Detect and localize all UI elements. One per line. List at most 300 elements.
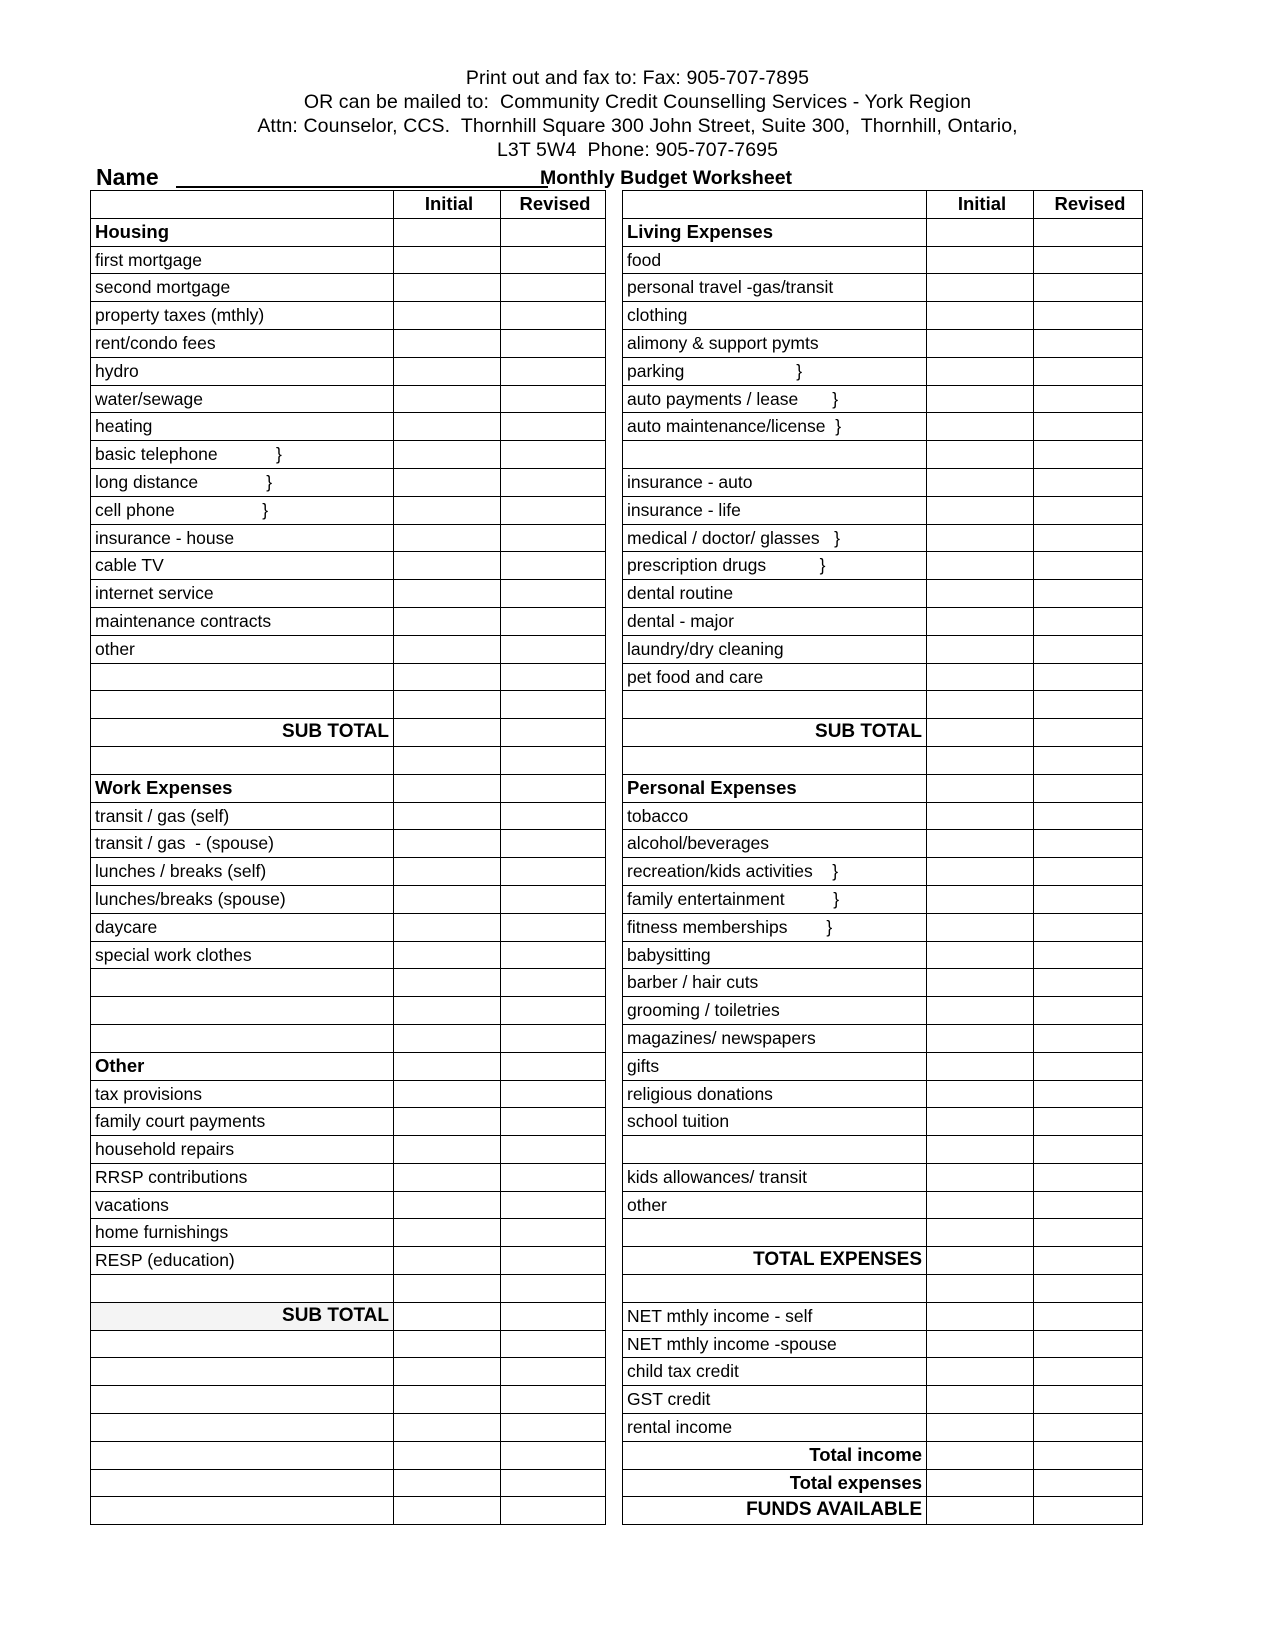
left-initial-value-cell[interactable] — [394, 496, 501, 524]
left-initial-value-cell[interactable] — [394, 1497, 501, 1525]
column-gap — [606, 691, 623, 719]
column-gap — [606, 246, 623, 274]
right-revised-value-cell[interactable] — [1034, 885, 1143, 913]
column-gap — [606, 858, 623, 886]
right-label-cell: insurance - life — [623, 496, 927, 524]
left-initial-value-cell[interactable] — [394, 246, 501, 274]
left-label-cell: SUB TOTAL — [91, 719, 394, 747]
left-initial-value-cell[interactable] — [394, 691, 501, 719]
right-revised-value-cell[interactable] — [1034, 1497, 1143, 1525]
left-initial-value-cell[interactable] — [394, 1441, 501, 1469]
right-revised-value-cell[interactable] — [1034, 663, 1143, 691]
right-initial-value-cell[interactable] — [927, 997, 1034, 1025]
column-gap — [606, 635, 623, 663]
right-revised-value-cell[interactable] — [1034, 357, 1143, 385]
left-revised-value-cell[interactable] — [501, 1247, 606, 1275]
left-revised-value-cell[interactable] — [501, 1469, 606, 1497]
right-initial-value-cell[interactable] — [927, 885, 1034, 913]
right-revised-value-cell[interactable] — [1034, 969, 1143, 997]
left-revised-value-cell[interactable] — [501, 802, 606, 830]
column-gap — [606, 1219, 623, 1247]
left-initial-value-cell[interactable] — [394, 1275, 501, 1303]
right-initial-value-cell[interactable] — [927, 913, 1034, 941]
right-revised-value-cell[interactable] — [1034, 1386, 1143, 1414]
name-and-title-row — [96, 164, 1146, 190]
left-revised-value-cell[interactable] — [501, 913, 606, 941]
left-revised-value-cell[interactable] — [501, 746, 606, 774]
left-label-cell: lunches/breaks (spouse) — [91, 885, 394, 913]
left-initial-value-cell[interactable] — [394, 1386, 501, 1414]
right-initial-value-cell[interactable] — [927, 1163, 1034, 1191]
column-gap — [606, 802, 623, 830]
right-label-cell: recreation/kids activities } — [623, 858, 927, 886]
left-label-cell: second mortgage — [91, 274, 394, 302]
left-initial-value-cell[interactable] — [394, 274, 501, 302]
left-initial-value-cell[interactable] — [394, 468, 501, 496]
left-initial-value-cell[interactable] — [394, 1163, 501, 1191]
right-revised-value-cell[interactable] — [1034, 1163, 1143, 1191]
right-initial-value-cell[interactable] — [927, 941, 1034, 969]
right-initial-value-cell[interactable] — [927, 858, 1034, 886]
left-revised-value-cell[interactable] — [501, 663, 606, 691]
left-revised-value-cell[interactable] — [501, 1080, 606, 1108]
left-label-cell: lunches / breaks (self) — [91, 858, 394, 886]
left-label-cell — [91, 1330, 394, 1358]
right-label-cell: parking } — [623, 357, 927, 385]
left-revised-value-cell[interactable] — [501, 691, 606, 719]
right-initial-value-cell[interactable] — [927, 1108, 1034, 1136]
left-label-cell — [91, 1469, 394, 1497]
right-label-cell: personal travel -gas/transit — [623, 274, 927, 302]
table-row — [91, 441, 1143, 469]
table-row — [91, 774, 1143, 802]
table-row — [91, 1163, 1143, 1191]
column-gap — [606, 1080, 623, 1108]
right-revised-value-cell[interactable] — [1034, 274, 1143, 302]
table-row — [91, 1275, 1143, 1303]
table-row — [91, 385, 1143, 413]
right-revised-value-cell[interactable] — [1034, 1247, 1143, 1275]
left-revised-value-cell[interactable] — [501, 1330, 606, 1358]
right-initial-value-cell[interactable] — [927, 524, 1034, 552]
left-label-cell — [91, 691, 394, 719]
left-revised-value-cell[interactable] — [501, 413, 606, 441]
left-revised-value-cell[interactable] — [501, 774, 606, 802]
left-initial-value-cell[interactable] — [394, 1302, 501, 1330]
right-revised-value-cell[interactable] — [1034, 1191, 1143, 1219]
left-label-cell: heating — [91, 413, 394, 441]
column-gap — [606, 1108, 623, 1136]
left-initial-value-cell[interactable] — [394, 302, 501, 330]
left-label-cell: cell phone } — [91, 496, 394, 524]
right-initial-value-cell[interactable] — [927, 774, 1034, 802]
left-initial-value-cell[interactable] — [394, 858, 501, 886]
right-label-cell: gifts — [623, 1052, 927, 1080]
right-initial-value-cell[interactable] — [927, 329, 1034, 357]
table-row — [91, 1386, 1143, 1414]
right-initial-value-cell[interactable] — [927, 1136, 1034, 1164]
left-revised-value-cell[interactable] — [501, 496, 606, 524]
table-row — [91, 357, 1143, 385]
header-line-phone: L3T 5W4 Phone: 905-707-7695 — [496, 139, 779, 161]
right-initial-value-cell[interactable] — [927, 246, 1034, 274]
left-initial-value-cell[interactable] — [394, 913, 501, 941]
right-initial-value-cell[interactable] — [927, 552, 1034, 580]
column-gap — [606, 1163, 623, 1191]
column-gap — [606, 1024, 623, 1052]
column-gap — [606, 1247, 623, 1275]
table-row — [91, 1469, 1143, 1497]
column-gap — [606, 719, 623, 747]
right-label-cell: pet food and care — [623, 663, 927, 691]
right-label-cell: insurance - auto — [623, 468, 927, 496]
right-revised-value-cell[interactable] — [1034, 1136, 1143, 1164]
left-initial-value-cell[interactable] — [394, 663, 501, 691]
left-label-cell: first mortgage — [91, 246, 394, 274]
column-gap — [606, 1302, 623, 1330]
column-gap — [606, 774, 623, 802]
column-gap — [606, 607, 623, 635]
right-revised-value-cell[interactable] — [1034, 1302, 1143, 1330]
left-initial-value-cell[interactable] — [394, 1080, 501, 1108]
right-revised-value-cell[interactable] — [1034, 246, 1143, 274]
left-initial-value-cell[interactable] — [394, 218, 501, 246]
right-revised-value-cell[interactable] — [1034, 1469, 1143, 1497]
left-label-cell: home furnishings — [91, 1219, 394, 1247]
left-revised-value-cell[interactable] — [501, 1414, 606, 1442]
right-revised-value-cell[interactable] — [1034, 385, 1143, 413]
right-label-cell: dental - major — [623, 607, 927, 635]
column-gap — [606, 1191, 623, 1219]
right-label-cell — [623, 1219, 927, 1247]
right-revised-value-cell[interactable] — [1034, 552, 1143, 580]
table-row — [91, 302, 1143, 330]
left-revised-value-cell[interactable] — [501, 552, 606, 580]
right-label-cell: NET mthly income -spouse — [623, 1330, 927, 1358]
table-row — [91, 246, 1143, 274]
right-revised-value-cell[interactable] — [1034, 1108, 1143, 1136]
left-initial-value-cell[interactable] — [394, 413, 501, 441]
right-revised-value-cell[interactable] — [1034, 719, 1143, 747]
right-label-cell: school tuition — [623, 1108, 927, 1136]
left-initial-value-cell[interactable] — [394, 1469, 501, 1497]
left-initial-value-cell[interactable] — [394, 1358, 501, 1386]
table-row — [91, 580, 1143, 608]
right-revised-value-cell[interactable] — [1034, 1024, 1143, 1052]
right-initial-value-cell[interactable] — [927, 1358, 1034, 1386]
column-gap — [606, 1386, 623, 1414]
left-revised-value-cell[interactable] — [501, 1024, 606, 1052]
table-header-row — [91, 191, 1143, 219]
right-initial-value-cell[interactable] — [927, 691, 1034, 719]
left-revised-value-cell[interactable] — [501, 830, 606, 858]
table-row — [91, 691, 1143, 719]
left-label-cell: transit / gas (self) — [91, 802, 394, 830]
table-row — [91, 468, 1143, 496]
right-initial-value-cell[interactable] — [927, 830, 1034, 858]
column-gap — [606, 663, 623, 691]
left-label-cell: SUB TOTAL — [91, 1302, 394, 1330]
left-initial-value-cell[interactable] — [394, 1330, 501, 1358]
right-initial-value-cell[interactable] — [927, 1330, 1034, 1358]
header-line-fax: Print out and fax to: Fax: 905-707-7895 — [465, 67, 810, 89]
left-initial-value-cell[interactable] — [394, 1247, 501, 1275]
left-label-cell: Work Expenses — [91, 774, 394, 802]
left-initial-value-cell[interactable] — [394, 1136, 501, 1164]
right-initial-value-cell[interactable] — [927, 274, 1034, 302]
left-revised-value-cell[interactable] — [501, 1275, 606, 1303]
column-gap — [606, 468, 623, 496]
right-label-cell: rental income — [623, 1414, 927, 1442]
right-revised-value-cell[interactable] — [1034, 218, 1143, 246]
right-initial-value-cell[interactable] — [927, 1052, 1034, 1080]
right-initial-value-cell[interactable] — [927, 413, 1034, 441]
right-label-cell: kids allowances/ transit — [623, 1163, 927, 1191]
table-row — [91, 913, 1143, 941]
left-revised-value-cell[interactable] — [501, 218, 606, 246]
right-initial-value-cell[interactable] — [927, 441, 1034, 469]
right-initial-value-cell[interactable] — [927, 719, 1034, 747]
left-label-cell: rent/condo fees — [91, 329, 394, 357]
left-revised-value-cell[interactable] — [501, 719, 606, 747]
right-initial-value-cell[interactable] — [927, 1469, 1034, 1497]
left-revised-value-cell[interactable] — [501, 1108, 606, 1136]
left-initial-value-cell[interactable] — [394, 997, 501, 1025]
left-revised-value-cell[interactable] — [501, 524, 606, 552]
table-row — [91, 830, 1143, 858]
right-initial-value-cell[interactable] — [927, 1247, 1034, 1275]
left-initial-value-cell[interactable] — [394, 830, 501, 858]
left-label-cell: Housing — [91, 218, 394, 246]
table-row — [91, 496, 1143, 524]
left-initial-value-cell[interactable] — [394, 969, 501, 997]
right-initial-value-cell[interactable] — [927, 663, 1034, 691]
right-revised-value-cell[interactable] — [1034, 1414, 1143, 1442]
right-initial-value-cell[interactable] — [927, 1441, 1034, 1469]
left-revised-value-cell[interactable] — [501, 941, 606, 969]
right-label-cell: tobacco — [623, 802, 927, 830]
column-gap — [606, 885, 623, 913]
right-initial-value-cell[interactable] — [927, 1275, 1034, 1303]
left-revised-value-cell[interactable] — [501, 1386, 606, 1414]
left-revised-value-cell[interactable] — [501, 1163, 606, 1191]
left-initial-value-cell[interactable] — [394, 580, 501, 608]
left-revised-value-cell[interactable] — [501, 580, 606, 608]
column-gap — [606, 1358, 623, 1386]
left-revised-value-cell[interactable] — [501, 1441, 606, 1469]
table-row — [91, 1052, 1143, 1080]
left-revised-value-cell[interactable] — [501, 357, 606, 385]
column-gap — [606, 830, 623, 858]
left-label-cell: basic telephone } — [91, 441, 394, 469]
right-initial-value-cell[interactable] — [927, 607, 1034, 635]
left-revised-value-cell[interactable] — [501, 858, 606, 886]
page-title: Monthly Budget Worksheet — [539, 167, 793, 189]
right-revised-value-cell[interactable] — [1034, 941, 1143, 969]
right-initial-value-cell[interactable] — [927, 1191, 1034, 1219]
right-revised-value-cell[interactable] — [1034, 468, 1143, 496]
right-label-cell: auto payments / lease } — [623, 385, 927, 413]
left-initial-value-cell[interactable] — [394, 719, 501, 747]
right-revised-value-cell[interactable] — [1034, 691, 1143, 719]
right-revised-value-cell[interactable] — [1034, 607, 1143, 635]
left-initial-value-cell[interactable] — [394, 746, 501, 774]
left-initial-value-cell[interactable] — [394, 552, 501, 580]
column-gap — [606, 1414, 623, 1442]
right-label-cell: TOTAL EXPENSES — [623, 1247, 927, 1275]
column-gap — [606, 969, 623, 997]
left-revised-value-cell[interactable] — [501, 997, 606, 1025]
right-revised-value-cell[interactable] — [1034, 1330, 1143, 1358]
left-label-cell: RESP (education) — [91, 1247, 394, 1275]
right-revised-value-cell[interactable] — [1034, 746, 1143, 774]
left-initial-value-cell[interactable] — [394, 385, 501, 413]
left-label-cell: cable TV — [91, 552, 394, 580]
right-revised-value-cell[interactable] — [1034, 1358, 1143, 1386]
table-row — [91, 663, 1143, 691]
right-label-cell: Personal Expenses — [623, 774, 927, 802]
left-label-cell — [91, 746, 394, 774]
right-revised-value-cell[interactable] — [1034, 1219, 1143, 1247]
header-left-label-col — [91, 191, 394, 219]
left-initial-value-cell[interactable] — [394, 607, 501, 635]
right-initial-value-cell[interactable] — [927, 468, 1034, 496]
left-revised-value-cell[interactable] — [501, 607, 606, 635]
contact-header — [0, 66, 1275, 162]
right-initial-value-cell[interactable] — [927, 1080, 1034, 1108]
left-initial-value-cell[interactable] — [394, 1414, 501, 1442]
right-initial-value-cell[interactable] — [927, 385, 1034, 413]
right-label-cell: prescription drugs } — [623, 552, 927, 580]
right-label-cell: grooming / toiletries — [623, 997, 927, 1025]
left-initial-value-cell[interactable] — [394, 635, 501, 663]
right-revised-value-cell[interactable] — [1034, 913, 1143, 941]
right-revised-value-cell[interactable] — [1034, 524, 1143, 552]
left-revised-value-cell[interactable] — [501, 329, 606, 357]
left-initial-value-cell[interactable] — [394, 885, 501, 913]
table-row — [91, 997, 1143, 1025]
table-row — [91, 969, 1143, 997]
right-revised-value-cell[interactable] — [1034, 441, 1143, 469]
right-revised-value-cell[interactable] — [1034, 1080, 1143, 1108]
table-row — [91, 1414, 1143, 1442]
right-initial-value-cell[interactable] — [927, 580, 1034, 608]
right-initial-value-cell[interactable] — [927, 357, 1034, 385]
right-initial-value-cell[interactable] — [927, 802, 1034, 830]
right-initial-value-cell[interactable] — [927, 1497, 1034, 1525]
left-label-cell — [91, 1441, 394, 1469]
left-initial-value-cell[interactable] — [394, 1191, 501, 1219]
right-revised-value-cell[interactable] — [1034, 1441, 1143, 1469]
left-revised-value-cell[interactable] — [501, 385, 606, 413]
left-label-cell: long distance } — [91, 468, 394, 496]
right-initial-value-cell[interactable] — [927, 1386, 1034, 1414]
left-initial-value-cell[interactable] — [394, 1219, 501, 1247]
right-initial-value-cell[interactable] — [927, 1414, 1034, 1442]
left-initial-value-cell[interactable] — [394, 1024, 501, 1052]
left-initial-value-cell[interactable] — [394, 441, 501, 469]
left-label-cell: special work clothes — [91, 941, 394, 969]
right-initial-value-cell[interactable] — [927, 635, 1034, 663]
left-revised-value-cell[interactable] — [501, 969, 606, 997]
left-revised-value-cell[interactable] — [501, 1497, 606, 1525]
left-revised-value-cell[interactable] — [501, 1302, 606, 1330]
right-initial-value-cell[interactable] — [927, 1302, 1034, 1330]
table-row — [91, 1441, 1143, 1469]
right-label-cell: magazines/ newspapers — [623, 1024, 927, 1052]
left-initial-value-cell[interactable] — [394, 1052, 501, 1080]
right-initial-value-cell[interactable] — [927, 218, 1034, 246]
left-label-cell: vacations — [91, 1191, 394, 1219]
left-label-cell: other — [91, 635, 394, 663]
right-initial-value-cell[interactable] — [927, 1024, 1034, 1052]
right-revised-value-cell[interactable] — [1034, 635, 1143, 663]
right-label-cell — [623, 746, 927, 774]
left-initial-value-cell[interactable] — [394, 1108, 501, 1136]
left-revised-value-cell[interactable] — [501, 302, 606, 330]
right-initial-value-cell[interactable] — [927, 496, 1034, 524]
left-revised-value-cell[interactable] — [501, 441, 606, 469]
right-revised-value-cell[interactable] — [1034, 580, 1143, 608]
right-revised-value-cell[interactable] — [1034, 858, 1143, 886]
right-revised-value-cell[interactable] — [1034, 329, 1143, 357]
left-revised-value-cell[interactable] — [501, 246, 606, 274]
table-row — [91, 885, 1143, 913]
left-initial-value-cell[interactable] — [394, 524, 501, 552]
right-initial-value-cell[interactable] — [927, 746, 1034, 774]
left-initial-value-cell[interactable] — [394, 357, 501, 385]
right-revised-value-cell[interactable] — [1034, 1052, 1143, 1080]
left-initial-value-cell[interactable] — [394, 329, 501, 357]
left-label-cell: RRSP contributions — [91, 1163, 394, 1191]
right-initial-value-cell[interactable] — [927, 969, 1034, 997]
column-gap — [606, 1330, 623, 1358]
left-revised-value-cell[interactable] — [501, 1358, 606, 1386]
left-label-cell — [91, 663, 394, 691]
left-revised-value-cell[interactable] — [501, 1136, 606, 1164]
left-revised-value-cell[interactable] — [501, 1219, 606, 1247]
left-initial-value-cell[interactable] — [394, 941, 501, 969]
left-revised-value-cell[interactable] — [501, 468, 606, 496]
right-revised-value-cell[interactable] — [1034, 802, 1143, 830]
left-revised-value-cell[interactable] — [501, 1052, 606, 1080]
right-revised-value-cell[interactable] — [1034, 997, 1143, 1025]
left-revised-value-cell[interactable] — [501, 1191, 606, 1219]
right-label-cell: Living Expenses — [623, 218, 927, 246]
right-revised-value-cell[interactable] — [1034, 413, 1143, 441]
left-initial-value-cell[interactable] — [394, 802, 501, 830]
right-revised-value-cell[interactable] — [1034, 774, 1143, 802]
column-gap — [606, 302, 623, 330]
right-label-cell: barber / hair cuts — [623, 969, 927, 997]
column-gap — [606, 274, 623, 302]
left-initial-value-cell[interactable] — [394, 774, 501, 802]
right-revised-value-cell[interactable] — [1034, 830, 1143, 858]
left-revised-value-cell[interactable] — [501, 635, 606, 663]
right-label-cell: dental routine — [623, 580, 927, 608]
column-gap — [606, 218, 623, 246]
left-revised-value-cell[interactable] — [501, 274, 606, 302]
left-revised-value-cell[interactable] — [501, 885, 606, 913]
right-revised-value-cell[interactable] — [1034, 302, 1143, 330]
right-initial-value-cell[interactable] — [927, 302, 1034, 330]
right-revised-value-cell[interactable] — [1034, 496, 1143, 524]
left-label-cell: internet service — [91, 580, 394, 608]
right-revised-value-cell[interactable] — [1034, 1275, 1143, 1303]
column-gap — [606, 1469, 623, 1497]
right-initial-value-cell[interactable] — [927, 1219, 1034, 1247]
table-row — [91, 1358, 1143, 1386]
